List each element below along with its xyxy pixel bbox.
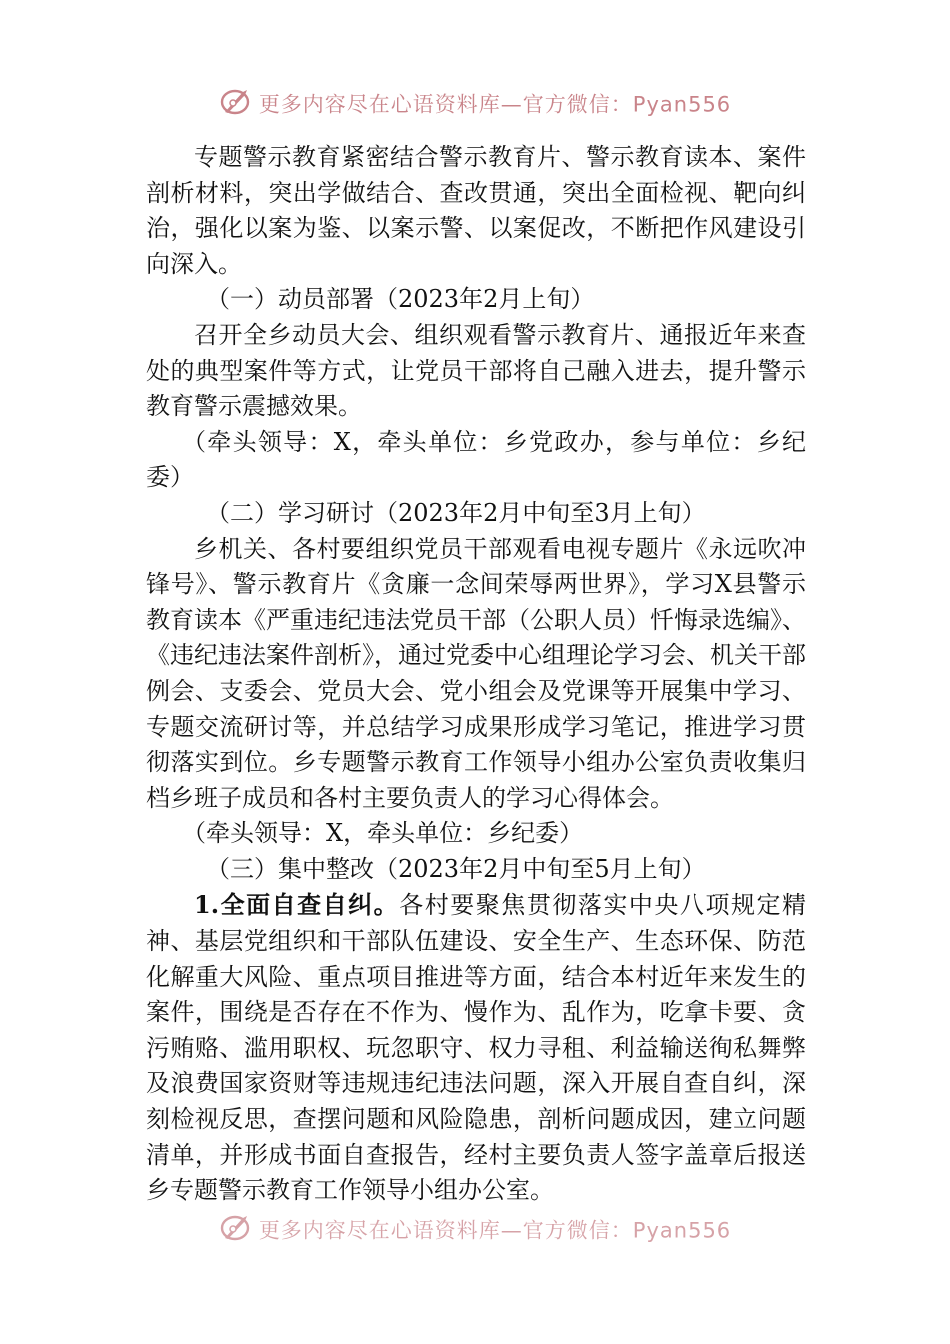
watermark-text: 更多内容尽在心语资料库—官方微信：Pyan556: [258, 92, 732, 117]
watermark-text: 更多内容尽在心语资料库—官方微信：Pyan556: [258, 1218, 732, 1243]
section-heading-study: （二）学习研讨（2023年2月中旬至3月上旬）: [206, 498, 706, 527]
self-check-paragraph: [146, 887, 806, 1208]
self-check-lead: 1.全面自查自纠。: [194, 890, 400, 920]
study-lead-note: （牵头领导：X，牵头单位：乡纪委）: [182, 819, 584, 848]
mobilization-lead-note: （牵头领导：X，牵头单位：乡党政办，参与单位：乡纪委）: [146, 427, 806, 492]
brush-logo-icon: [219, 1212, 253, 1247]
mobilization-paragraph: 召开全乡动员大会、组织观看警示教育片、通报近年来查处的典型案件等方式，让党员干部将自己融入进去，提升警示教育警示震撼效果。: [146, 320, 806, 421]
study-paragraph: 乡机关、各村要组织党员干部观看电视专题片《永远吹冲锋号》、警示教育片《贪廉一念间荣辱两世界》，学习X县警示教育读本《严重违纪违法党员干部（公职人员）忏悔录选编》、《违纪违法案件剖析》，通过党委中心组理论学习会、机关干部例会、支委会、党员大会、党小组会及党课等开展集中学习、专题交流研讨等，并总结学习成果形成学习笔记，推进学习贯彻落实到位。乡专题警示教育工作领导小组办公室负责收集归档乡班子成员和各村主要负责人的学习心得体会。: [146, 534, 806, 812]
section-heading-rectification: （三）集中整改（2023年2月中旬至5月上旬）: [206, 854, 706, 883]
document-body: [146, 140, 806, 1209]
brush-logo-icon: [219, 86, 253, 121]
intro-paragraph: 专题警示教育紧密结合警示教育片、警示教育读本、案件剖析材料，突出学做结合、查改贯通，突出全面检视、靶向纠治，强化以案为鉴、以案示警、以案促改，不断把作风建设引向深入。: [146, 143, 806, 278]
section-heading-mobilization: （一）动员部署（2023年2月上旬）: [206, 285, 595, 314]
header-watermark: [0, 86, 950, 121]
self-check-body: 各村要聚焦贯彻落实中央八项规定精神、基层党组织和干部队伍建设、安全生产、生态环保、防范化解重大风险、重点项目推进等方面，结合本村近年来发生的案件，围绕是否存在不作为、慢作为、乱作为，吃拿卡要、贪污贿赂、滥用职权、玩忽职守、权力寻租、利益输送徇私舞弊及浪费国家资财等违规违纪违法问题，深入开展自查自纠，深刻检视反思，查摆问题和风险隐患，剖析问题成因，建立问题清单，并形成书面自查报告，经村主要负责人签字盖章后报送乡专题警示教育工作领导小组办公室。: [146, 891, 807, 1205]
footer-watermark: [0, 1212, 950, 1247]
